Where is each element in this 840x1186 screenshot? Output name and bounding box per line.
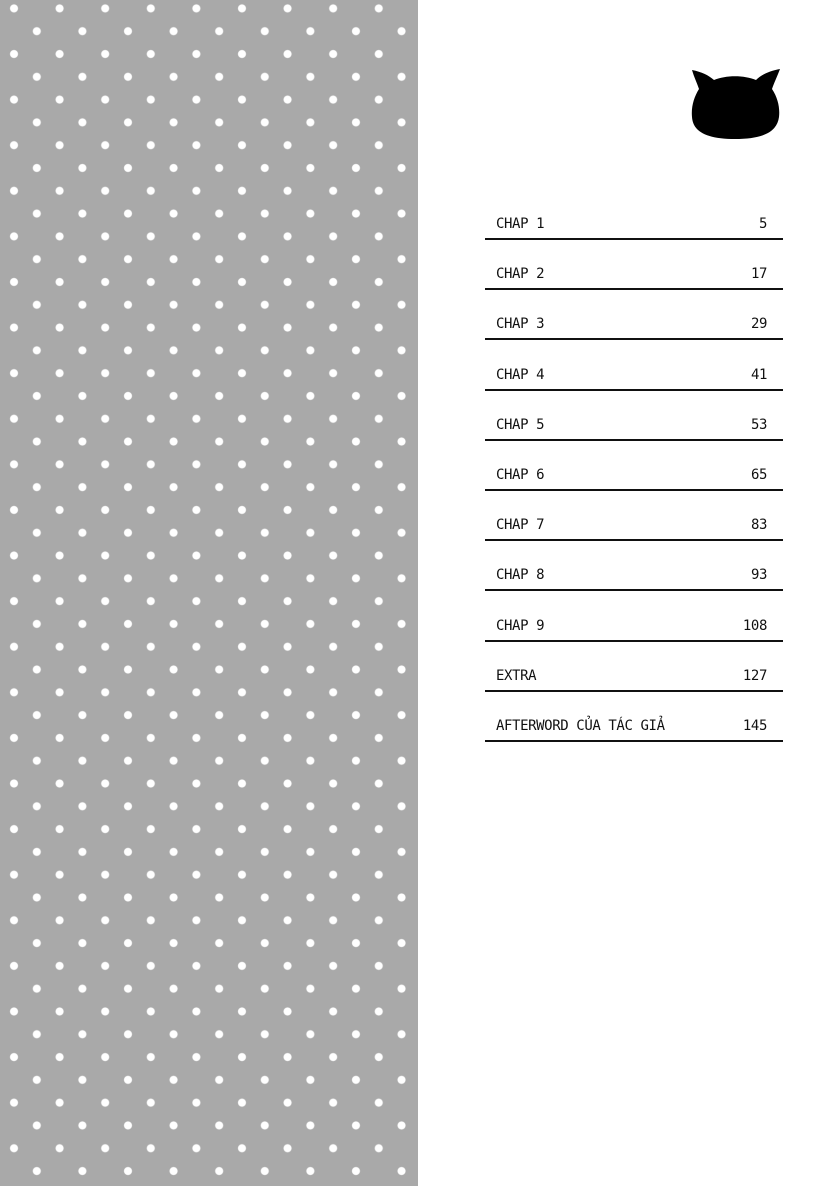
toc-entry-title: AFTERWORD CỦA TÁC GIẢ (496, 717, 665, 734)
toc-entry-title: CHAP 7 (496, 517, 545, 534)
polka-dot-panel (0, 0, 418, 1186)
toc-entry[interactable] (485, 541, 783, 591)
table-of-contents (485, 202, 783, 742)
toc-entry-page-number: 17 (750, 266, 767, 283)
toc-entry[interactable] (485, 340, 783, 390)
toc-entry-title: CHAP 5 (496, 416, 545, 433)
toc-entry-title: CHAP 4 (496, 366, 545, 383)
toc-entry-title: CHAP 3 (496, 316, 545, 333)
toc-entry-title: CHAP 6 (496, 466, 545, 483)
toc-entry[interactable] (485, 202, 783, 240)
toc-entry-page-number: 29 (750, 316, 767, 333)
toc-entry-page-number: 5 (758, 216, 767, 232)
toc-entry[interactable] (485, 391, 783, 441)
toc-entry[interactable] (485, 591, 783, 641)
toc-entry-page-number: 41 (750, 366, 767, 383)
toc-entry-page-number: 145 (742, 717, 767, 734)
cat-head-silhouette-icon (686, 62, 784, 140)
toc-entry[interactable] (485, 240, 783, 290)
toc-entry-page-number: 65 (750, 466, 767, 483)
toc-entry-page-number: 127 (742, 667, 767, 684)
toc-entry-title: CHAP 8 (496, 567, 545, 584)
toc-entry-title: CHAP 1 (496, 216, 545, 232)
toc-entry[interactable] (485, 692, 783, 742)
toc-entry[interactable] (485, 642, 783, 692)
toc-entry[interactable] (485, 441, 783, 491)
toc-entry-page-number: 93 (750, 567, 767, 584)
toc-entry[interactable] (485, 491, 783, 541)
toc-entry-title: CHAP 9 (496, 617, 545, 634)
toc-entry-title: EXTRA (496, 667, 537, 684)
toc-entry-title: CHAP 2 (496, 266, 545, 283)
toc-entry-page-number: 83 (750, 517, 767, 534)
toc-entry[interactable] (485, 290, 783, 340)
toc-entry-page-number: 108 (742, 617, 767, 634)
toc-entry-page-number: 53 (750, 416, 767, 433)
